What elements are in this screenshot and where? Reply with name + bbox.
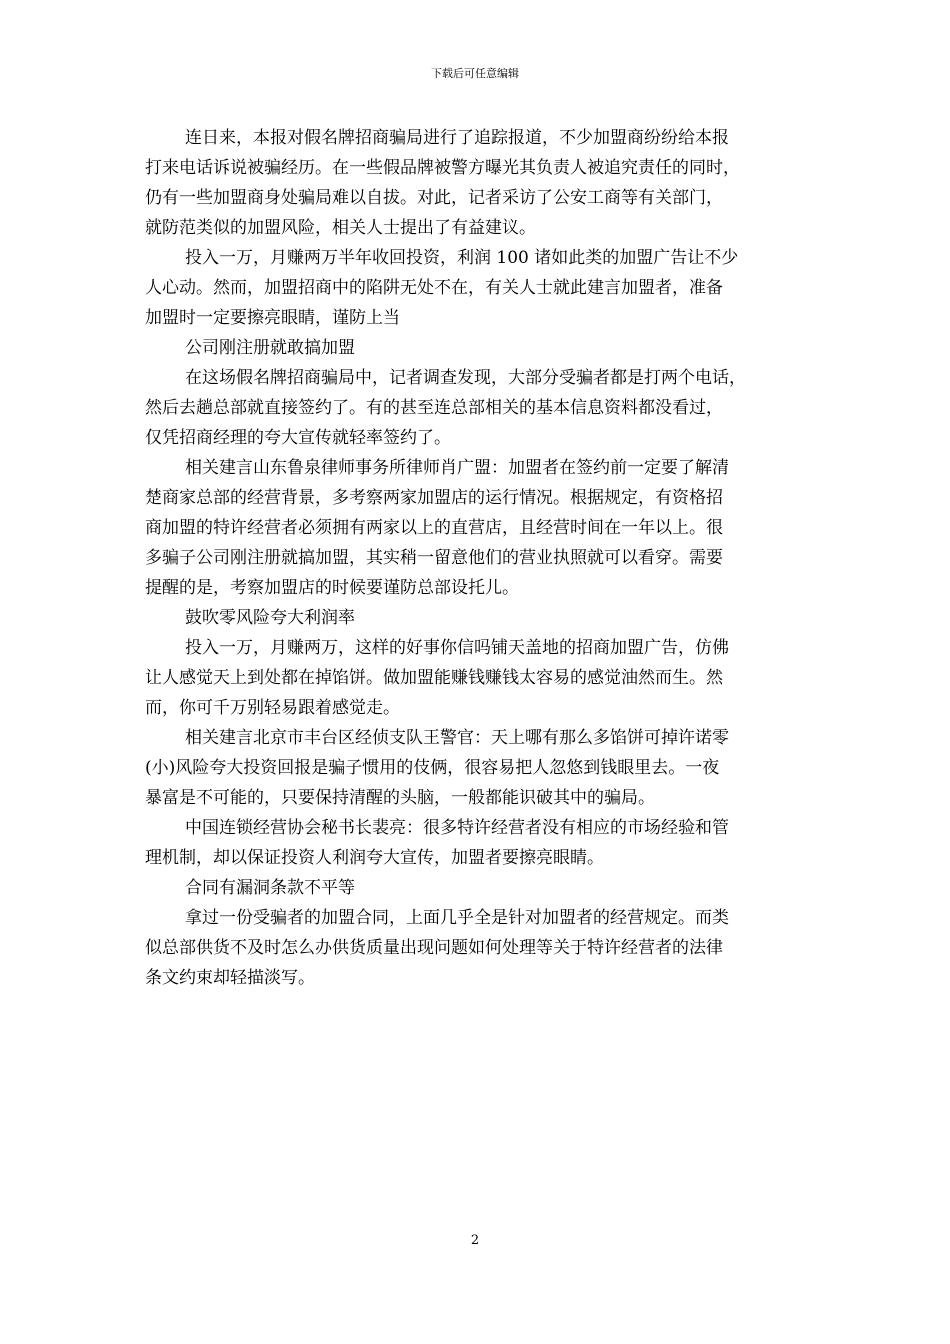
text-line: 楚商家总部的经营背景，多考察两家加盟店的运行情况。根据规定，有资格招 [145, 488, 723, 508]
text-line: 条文约束却轻描淡写。 [145, 968, 315, 988]
text-line: 然后去趟总部就直接签约了。有的甚至连总部相关的基本信息资料都没看过， [145, 398, 723, 418]
text-line: 而，你可千万别轻易跟着感觉走。 [145, 698, 400, 718]
page-number: 2 [470, 1233, 480, 1248]
paragraph-8 [145, 903, 805, 993]
paragraph-7 [145, 813, 805, 873]
section-heading-1 [145, 333, 805, 363]
section-heading-text: 公司刚注册就敢搞加盟 [185, 338, 355, 358]
text-line: 相关建言山东鲁泉律师事务所律师肖广盟：加盟者在签约前一定要了解清 [185, 458, 729, 478]
paragraph-4 [145, 453, 805, 603]
document-body [145, 123, 805, 993]
text-line: 暴富是不可能的，只要保持清醒的头脑，一般都能识破其中的骗局。 [145, 788, 655, 808]
text-line: 仅凭招商经理的夸大宣传就轻率签约了。 [145, 428, 451, 448]
paragraph-6 [145, 723, 805, 813]
text-line: (小)风险夸大投资回报是骗子惯用的伎俩，很容易把人忽悠到钱眼里去。一夜 [145, 758, 720, 778]
text-line: 中国连锁经营协会秘书长裴亮：很多特许经营者没有相应的市场经验和管 [185, 818, 729, 838]
text-line: 打来电话诉说被骗经历。在一些假品牌被警方曝光其负责人被追究责任的同时， [145, 158, 740, 178]
paragraph-1 [145, 123, 805, 243]
text-line: 商加盟的特许经营者必须拥有两家以上的直营店，且经营时间在一年以上。很 [145, 518, 723, 538]
section-heading-2 [145, 603, 805, 633]
text-line: 提醒的是，考察加盟店的时候要谨防总部设托儿。 [145, 578, 519, 598]
text-line: 相关建言北京市丰台区经侦支队王警官：天上哪有那么多馅饼可掉许诺零 [185, 728, 729, 748]
text-line: 加盟时一定要擦亮眼睛，谨防上当 [145, 308, 400, 328]
text-line: 仍有一些加盟商身处骗局难以自拔。对此，记者采访了公安工商等有关部门， [145, 188, 723, 208]
text-line: 拿过一份受骗者的加盟合同，上面几乎全是针对加盟者的经营规定。而类 [185, 908, 729, 928]
text-line: 投入一万，月赚两万，这样的好事你信吗铺天盖地的招商加盟广告，仿佛 [185, 638, 729, 658]
text-line: 让人感觉天上到处都在掉馅饼。做加盟能赚钱赚钱太容易的感觉油然而生。然 [145, 668, 723, 688]
section-heading-text: 鼓吹零风险夸大利润率 [185, 608, 355, 628]
page-header: 下载后可任意编辑 [431, 67, 519, 80]
text-line: 多骗子公司刚注册就搞加盟，其实稍一留意他们的营业执照就可以看穿。需要 [145, 548, 723, 568]
text-line: 人心动。然而，加盟招商中的陷阱无处不在，有关人士就此建言加盟者，准备 [145, 278, 723, 298]
section-heading-3 [145, 873, 805, 903]
text-line: 在这场假名牌招商骗局中，记者调查发现，大部分受骗者都是打两个电话， [185, 368, 746, 388]
text-line: 似总部供货不及时怎么办供货质量出现问题如何处理等关于特许经营者的法律 [145, 938, 723, 958]
paragraph-5 [145, 633, 805, 723]
paragraph-3 [145, 363, 805, 453]
text-line: 投入一万，月赚两万半年收回投资，利润 100 诸如此类的加盟广告让不少 [185, 248, 739, 268]
text-line: 理机制，却以保证投资人利润夸大宣传，加盟者要擦亮眼睛。 [145, 848, 604, 868]
text-line: 就防范类似的加盟风险，相关人士提出了有益建议。 [145, 218, 536, 238]
section-heading-text: 合同有漏洞条款不平等 [185, 878, 355, 898]
text-line: 连日来，本报对假名牌招商骗局进行了追踪报道，不少加盟商纷纷给本报 [185, 128, 729, 148]
paragraph-2 [145, 243, 805, 333]
